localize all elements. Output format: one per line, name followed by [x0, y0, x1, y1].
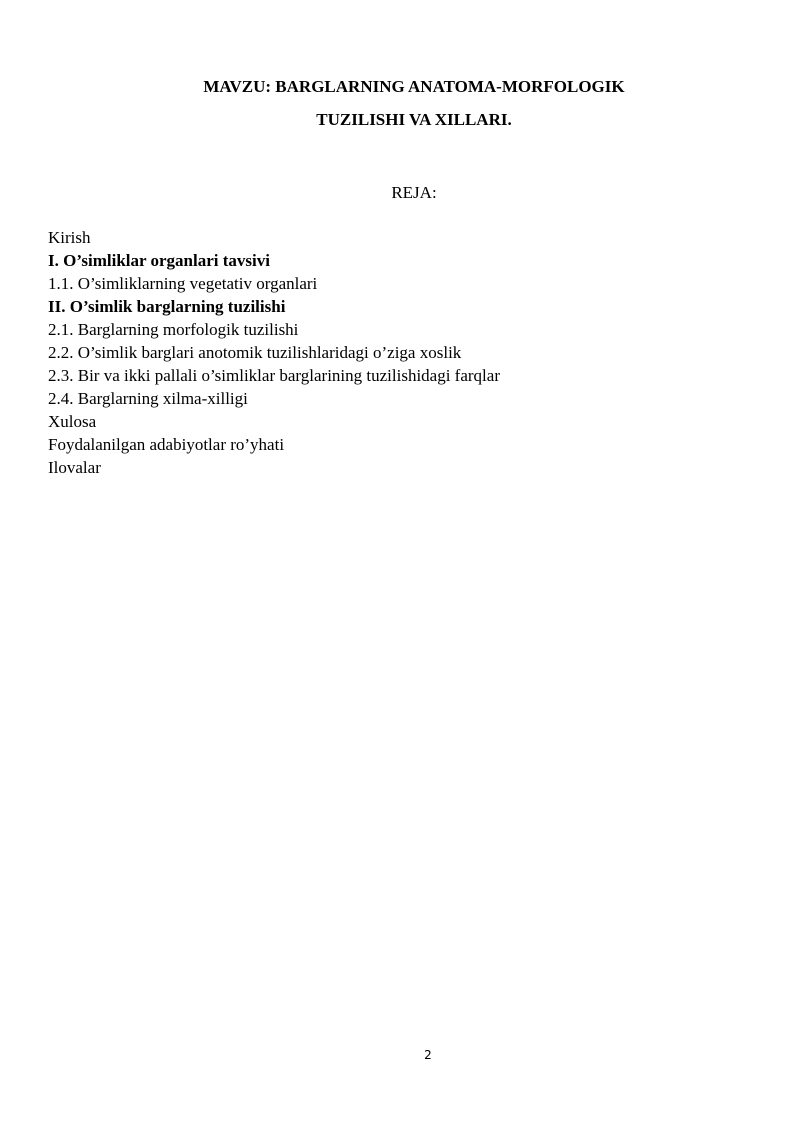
plan-item: 2.1. Barglarning morfologik tuzilishi [48, 320, 299, 339]
plan-item: 2.4. Barglarning xilma-xilligi [48, 389, 248, 408]
document-title-line-2: TUZILISHI VA XILLARI. [316, 110, 512, 129]
plan-item: Kirish [48, 228, 91, 247]
plan-item: Xulosa [48, 412, 97, 431]
plan-item: Foydalanilgan adabiyotlar ro’yhati [48, 435, 285, 454]
plan-item: Ilovalar [48, 458, 101, 477]
plan-item: 2.3. Bir va ikki pallali o’simliklar barglarining tuzilishidagi farqlar [48, 366, 500, 385]
plan-section-heading: I. O’simliklar organlari tavsivi [48, 251, 270, 270]
plan-heading: REJA: [391, 183, 437, 202]
plan-item: 2.2. O’simlik barglari anotomik tuzilishlaridagi o’ziga xoslik [48, 343, 462, 362]
page-number: 2 [424, 1048, 432, 1062]
plan-section-heading: II. O’simlik barglarning tuzilishi [48, 297, 286, 316]
document-title-line-1: MAVZU: BARGLARNING ANATOMA-MORFOLOGIK [203, 77, 625, 96]
plan-item: 1.1. O’simliklarning vegetativ organlari [48, 274, 318, 293]
plan-list [48, 226, 500, 479]
